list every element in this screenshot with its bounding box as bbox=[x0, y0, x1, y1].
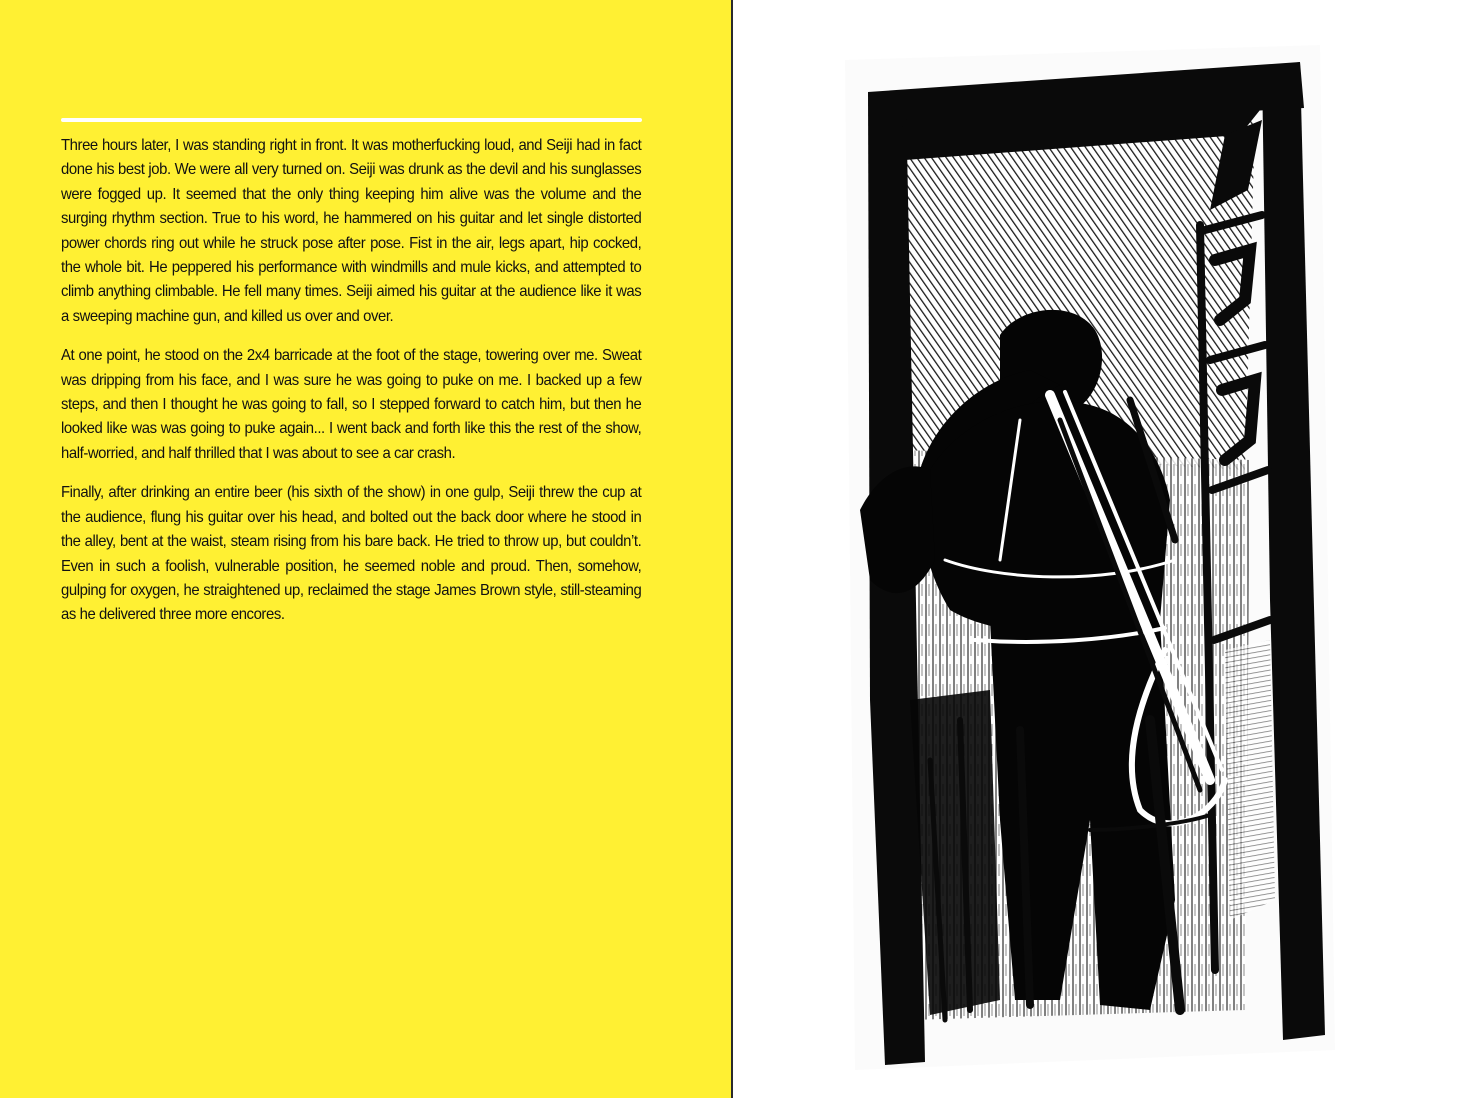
paragraph-1: Three hours later, I was standing right in front. It was motherfucking loud, and Seiji had in fact done his best job. We were all very turned on. Seiji was drunk as the devil and his sunglasses were fogged up. It seemed that the only thing keeping him alive was the volume and the surging rhythm section. True to his word, he hammered on his guitar and let single distorted power chords ring out while he struck pose after pose. Fist in the air, legs apart, hip cocked, the whole bit. He peppered his performance with windmills and mule kicks, and attempted to climb anything climbable. He fell many times. Seiji aimed his guitar at the audience like it was a sweeping machine gun, and killed us over and over. bbox=[61, 137, 642, 325]
paragraph-3: Finally, after drinking an entire beer (his sixth of the show) in one gulp, Seiji threw the cup at the audience, flung his guitar over his head, and bolted out the back door where he stood in the alley, bent at the waist, steam rising from his bare back. He tried to throw up, but couldn’t. Even in such a foolish, vulnerable position, he seemed noble and proud. Then, somehow, gulping for oxygen, he straightened up, reclaimed the stage James Brown style, still-steaming as he delivered three more encores. bbox=[61, 484, 642, 624]
paragraph-2: At one point, he stood on the 2x4 barricade at the foot of the stage, towering over me. Sweat was dripping from his face, and I was sure he was going to puke on me. I backed up a few steps, and then I thought he was going to fall, so I stepped forward to catch him, but then he looked like was was going to puke again... I went back and forth like this the rest of the show, half-worried, and half thrilled that I was about to see a car crash. bbox=[61, 347, 642, 462]
right-page bbox=[733, 0, 1466, 1098]
top-rule bbox=[61, 118, 642, 122]
ink-sketch-illustration bbox=[733, 0, 1466, 1098]
body-text bbox=[61, 134, 641, 643]
